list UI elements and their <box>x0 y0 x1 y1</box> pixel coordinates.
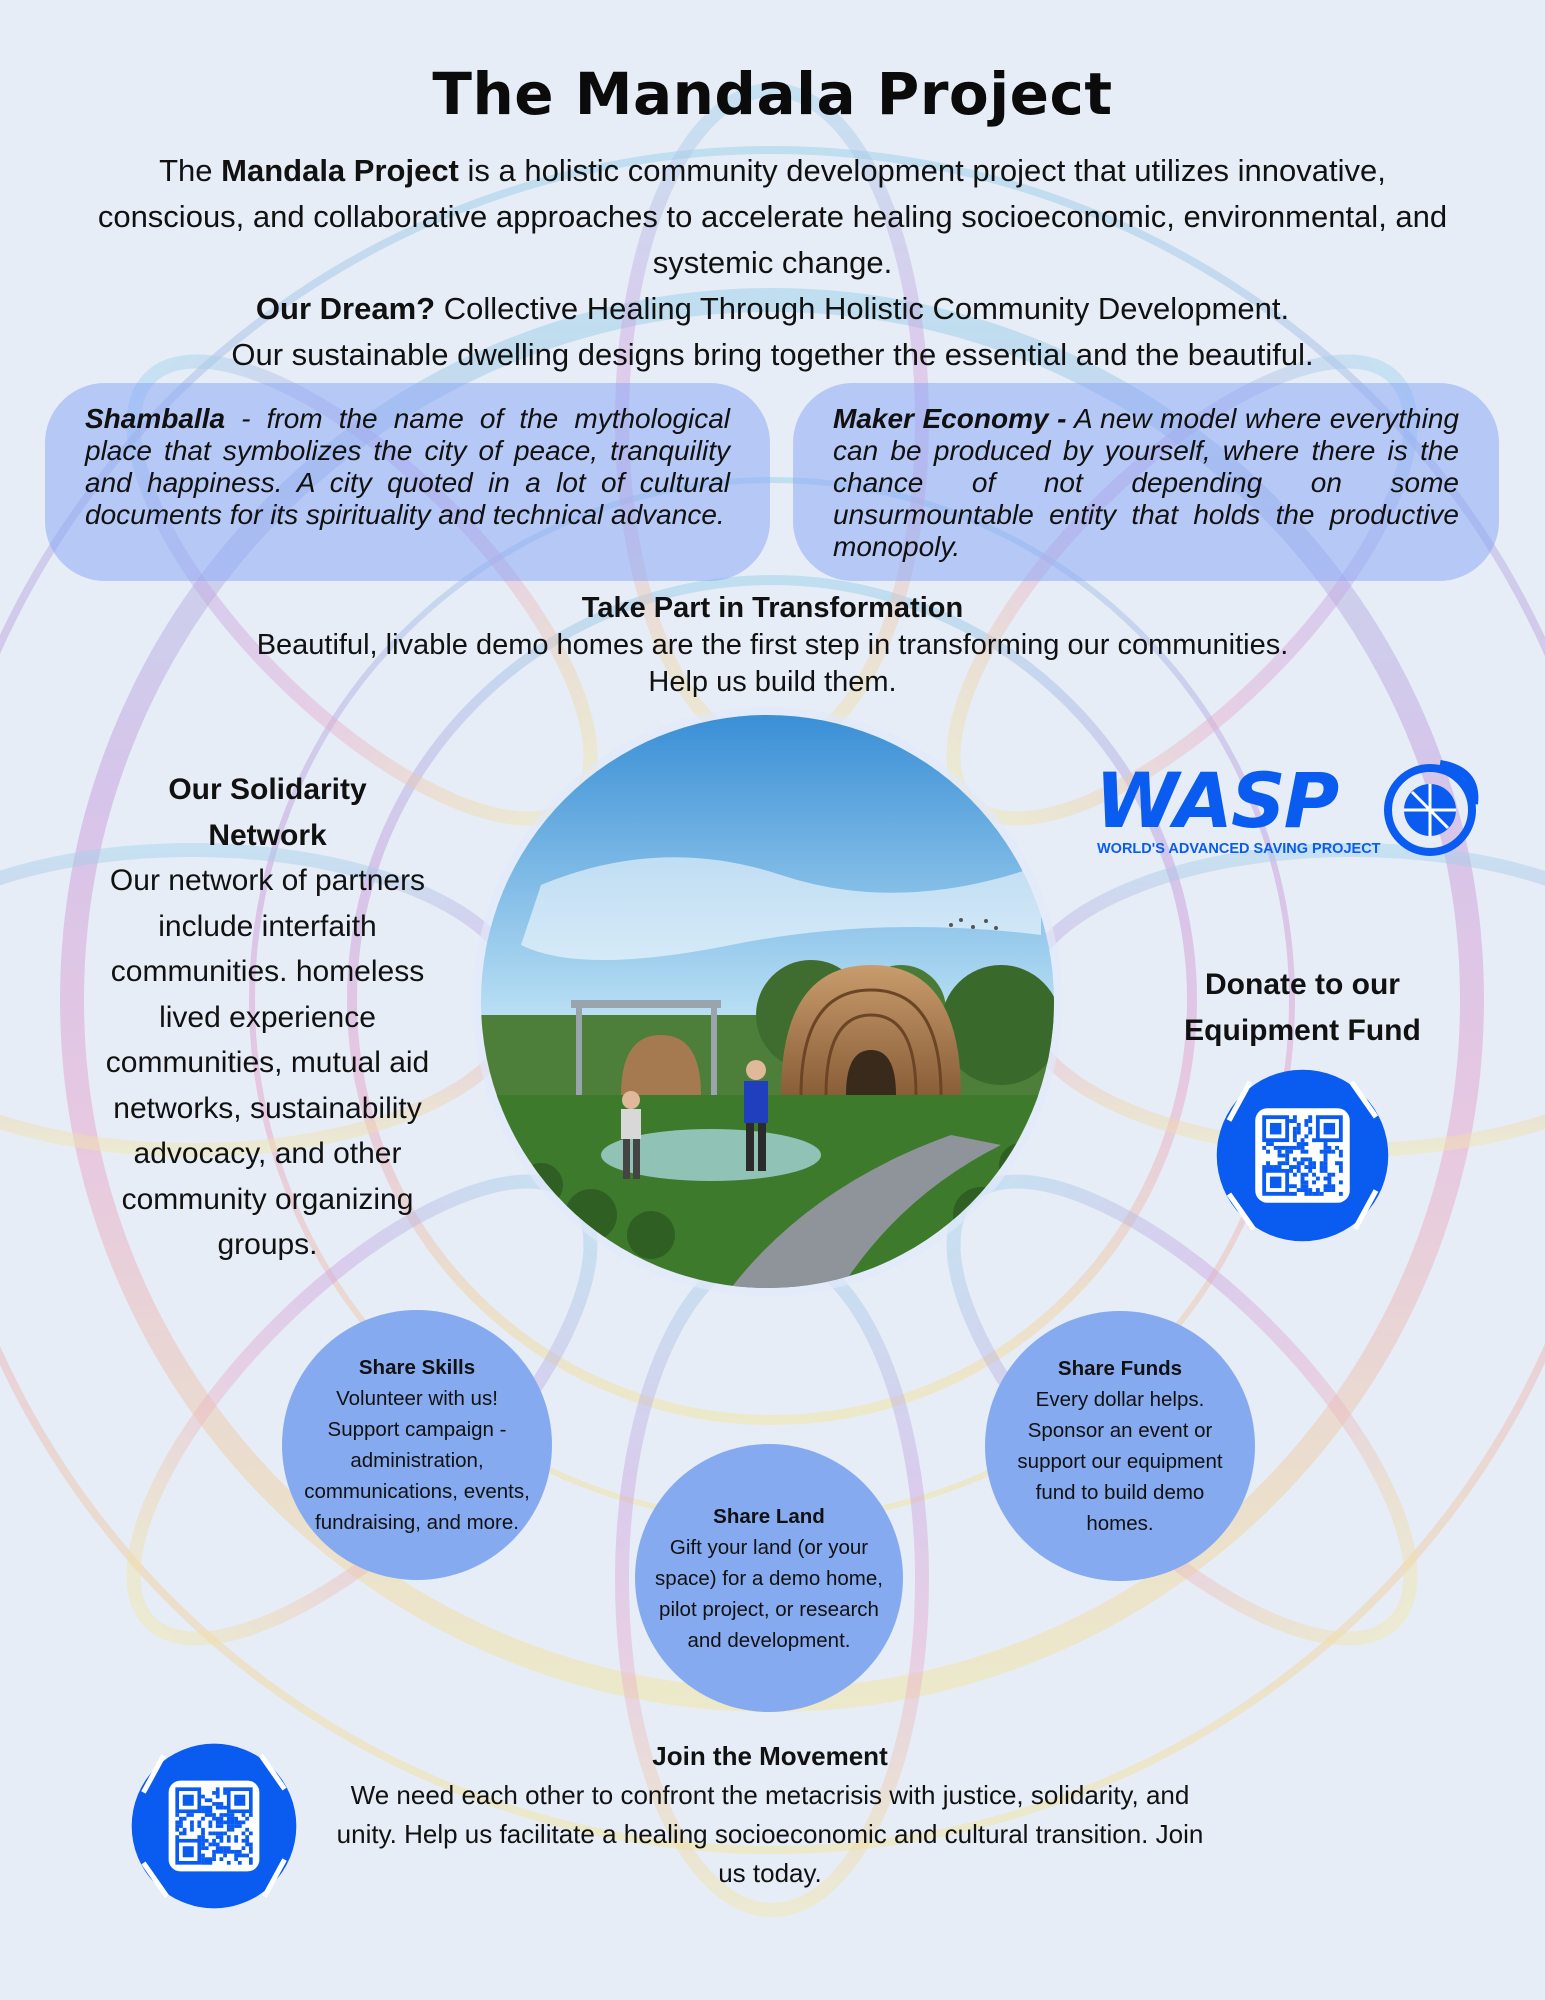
shamballa-text: - from the name of the mythological place that symbolizes the city of peace, tranquility and happiness. A city quoted in a lot of cultural documents for its spirituality and technical advance. <box>85 403 730 530</box>
shamballa-card <box>45 383 770 581</box>
intro-dream: Our Dream? Collective Healing Through Holistic Community Development. <box>255 291 1290 326</box>
wasp-logo <box>1095 755 1480 870</box>
share-land-title: Share Land <box>713 1504 825 1528</box>
take-part-heading: Take Part in Transformation <box>581 592 964 624</box>
join-movement-section <box>330 1737 1210 1893</box>
intro-paragraph <box>90 148 1455 378</box>
shamballa-term: Shamballa <box>85 403 226 434</box>
qr-code-icon <box>1215 1068 1390 1243</box>
share-funds-text: Every dollar helps. Sponsor an event or support our equipment fund to build demo homes. <box>1017 1388 1223 1535</box>
share-skills-bubble <box>282 1310 552 1580</box>
donate-heading: Donate to our Equipment Fund <box>1184 968 1421 1047</box>
join-heading: Join the Movement <box>652 1741 888 1771</box>
project-name: Mandala Project <box>221 153 459 188</box>
share-land-bubble <box>635 1444 903 1712</box>
share-funds-bubble <box>985 1311 1255 1581</box>
share-skills-text: Volunteer with us! Support campaign - administration, communications, events, fundraising, and more. <box>304 1387 530 1534</box>
demo-homes-illustration <box>481 715 1054 1288</box>
intro-description: The Mandala Project is a holistic community development project that utilizes innovative, conscious, and collaborative approaches to accelerate healing socioeconomic, environmental, and systemic change. <box>97 153 1448 280</box>
demo-homes-image <box>481 715 1054 1288</box>
wasp-logo-icon <box>1095 755 1480 870</box>
take-part-line1: Beautiful, livable demo homes are the first step in transforming our communities. <box>256 629 1289 661</box>
network-heading: Our Solidarity Network <box>168 773 367 852</box>
wasp-wordmark: WASP <box>1095 756 1338 845</box>
qr-code-icon <box>130 1742 298 1910</box>
intro-designs: Our sustainable dwelling designs bring together the essential and the beautiful. <box>231 337 1314 372</box>
join-text: We need each other to confront the metacrisis with justice, solidarity, and unity. Help us facilitate a healing socioeconomic and cultural transition. Join us today. <box>336 1780 1204 1888</box>
join-qr-code-icon[interactable] <box>130 1742 298 1910</box>
solidarity-network-section <box>80 767 455 1268</box>
donate-qr-code-icon[interactable] <box>1215 1068 1390 1243</box>
share-land-text: Gift your land (or your space) for a demo home, pilot project, or research and development. <box>655 1535 883 1652</box>
wasp-tagline: WORLD'S ADVANCED SAVING PROJECT <box>1097 841 1381 857</box>
take-part-line2: Help us build them. <box>648 666 897 698</box>
maker-economy-card <box>793 383 1499 581</box>
share-skills-title: Share Skills <box>358 1356 476 1379</box>
network-text: Our network of partners include interfaith communities. homeless lived experience communities, mutual aid networks, sustainability advocacy, and other community organizing groups. <box>105 864 430 1261</box>
maker-economy-text: A new model where everything can be produced by yourself, where there is the chance of not depending on some unsurmountable entity that holds the productive monopoly. <box>833 403 1459 562</box>
take-part-section <box>0 590 1545 701</box>
page-title: The Mandala Project <box>432 60 1113 128</box>
share-funds-title: Share Funds <box>1057 1357 1183 1380</box>
maker-economy-term: Maker Economy - <box>833 403 1067 434</box>
